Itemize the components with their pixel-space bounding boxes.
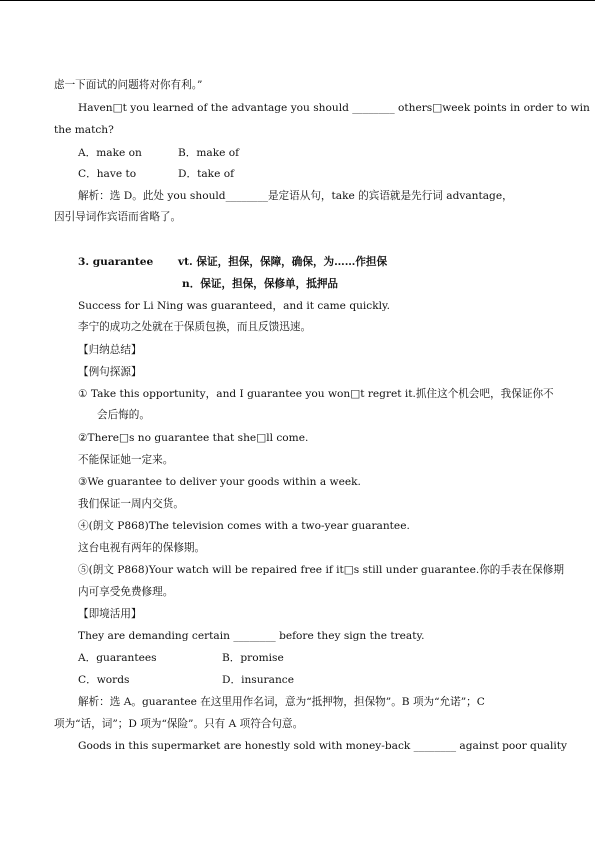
question-text: Goods in this supermarket are honestly sold with money-back ________ against poor quality — [78, 740, 567, 752]
example-translation: 我们保证一周内交货。 — [78, 498, 184, 510]
option-c: C．have to — [78, 168, 137, 180]
vocab-heading: 3. guarantee — [78, 256, 154, 268]
option-b: B．make of — [178, 147, 240, 159]
example-sentence: ②There□s no guarantee that she□ll come. — [78, 432, 309, 444]
example-translation: 不能保证她一定来。 — [78, 454, 174, 466]
option-c: C．words — [78, 674, 130, 686]
vocab-definition-n: n．保证，担保，保修单，抵押品 — [182, 278, 339, 290]
example-sentence: ③We guarantee to deliver your goods within a week. — [78, 476, 361, 488]
example-translation: 内可享受免费修理。 — [78, 586, 174, 598]
explanation-text: 因引导词作宾语而省略了。 — [54, 211, 182, 223]
explanation-text: 解析：选 D。此处 you should________是定语从句，take 的宾语就是先行词 advantage， — [78, 190, 513, 202]
vocab-definition-vt: vt. 保证，担保，保障，确保，为……作担保 — [178, 256, 388, 268]
page-top-border — [0, 0, 595, 1]
section-label: 【即境活用】 — [78, 608, 142, 620]
option-d: D．insurance — [222, 674, 294, 686]
option-a: A．make on — [78, 147, 142, 159]
question-text: the match? — [54, 124, 114, 136]
option-a: A．guarantees — [78, 652, 157, 664]
section-label: 【例句探源】 — [78, 366, 142, 378]
example-sentence: Success for Li Ning was guaranteed，and it came quickly. — [78, 300, 390, 312]
explanation-text: 解析：选 A。guarantee 在这里用作名词，意为“抵押物，担保物”。B 项为“允诺”；C — [78, 696, 485, 708]
question-text: Haven□t you learned of the advantage you should ________ others□week points in order to win — [78, 102, 590, 114]
question-text: They are demanding certain ________ before they sign the treaty. — [78, 630, 425, 642]
example-translation: 这台电视有两年的保修期。 — [78, 542, 206, 554]
example-sentence: ① Take this opportunity，and I guarantee you won□t regret it.抓住这个机会吧，我保证你不 — [78, 388, 554, 400]
option-d: D．take of — [178, 168, 235, 180]
example-sentence: ⑤(朗文 P868)Your watch will be repaired free if it□s still under guarantee.你的手表在保修期 — [78, 564, 564, 576]
example-translation: 李宁的成功之处就在于保质包换，而且反馈迅速。 — [78, 321, 312, 333]
example-sentence: ④(朗文 P868)The television comes with a two-year guarantee. — [78, 520, 410, 532]
option-b: B．promise — [222, 652, 284, 664]
text-line: 虑一下面试的问题将对你有利。” — [54, 79, 203, 91]
explanation-text: 项为“话，词”；D 项为“保险”。只有 A 项符合句意。 — [54, 718, 304, 730]
example-translation: 会后悔的。 — [97, 409, 150, 421]
section-label: 【归纳总结】 — [78, 344, 142, 356]
